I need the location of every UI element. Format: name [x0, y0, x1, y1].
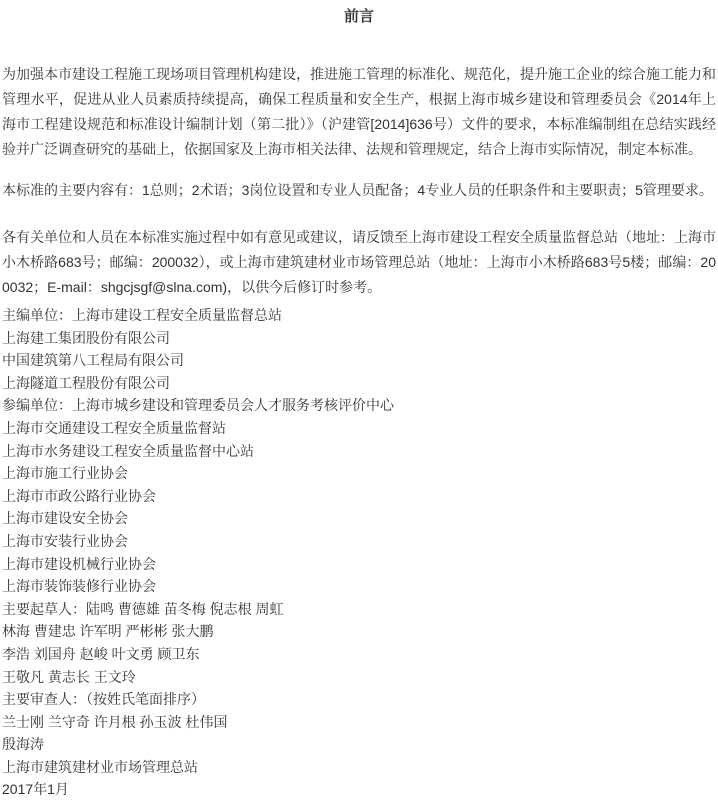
line-participating-unit: 上海市水务建设工程安全质量监督中心站: [2, 442, 254, 459]
line-main-reviewers: 兰士刚 兰守奇 许月根 孙玉波 杜伟国: [2, 713, 228, 730]
paragraph-contents: 本标准的主要内容有：1总则；2术语；3岗位设置和专业人员配备；4专业人员的任职条件和主要职责；5管理要求。: [2, 182, 713, 198]
line-main-drafters: 王敬凡 黄志长 王文玲: [2, 668, 136, 685]
line-participating-unit: 参编单位：上海市城乡建设和管理委员会人才服务考核评价中心: [2, 397, 394, 414]
credits-list: [2, 304, 716, 801]
paragraph-feedback: 各有关单位和人员在本标准实施过程中如有意见或建议，请反馈至上海市建设工程安全质量监督总站（地址：上海市小木桥路683号；邮编：200032），或上海市建筑建材业市场管理总站（地址：上海市小木桥路683号5楼；邮编：200032；E-mail：shgcjsgf@slna.com)，以供今后修订时参考。: [2, 229, 716, 295]
line-participating-unit: 上海市市政公路行业协会: [2, 487, 156, 504]
page-title: 前言: [343, 8, 374, 25]
line-editing-company: 中国建筑第八工程局有限公司: [2, 352, 184, 369]
line-issuing-unit: 上海市建筑建材业市场管理总站: [2, 758, 198, 775]
paragraph-intro: 为加强本市建设工程施工现场项目管理机构建设，推进施工管理的标准化、规范化，提升施工企业的综合施工能力和管理水平，促进从业人员素质持续提高，确保工程质量和安全生产，根据上海市城乡建设和管理委员会《2014年上海市工程建设规范和标准设计编制计划（第二批）》（沪建管[2014]636号）文件的要求，本标准编制组在总结实践经验并广泛调查研究的基础上，依据国家及上海市相关法律、法规和管理规定，结合上海市实际情况，制定本标准。: [2, 66, 716, 157]
line-participating-unit: 上海市建设机械行业协会: [2, 555, 156, 572]
line-publication-date: 2017年1月: [2, 781, 69, 798]
line-main-drafters: 李浩 刘国舟 赵峻 叶文勇 顾卫东: [2, 645, 200, 662]
line-main-reviewers: 殷海涛: [2, 736, 44, 753]
line-participating-unit: 上海市施工行业协会: [2, 465, 128, 482]
line-editing-company: 上海建工集团股份有限公司: [2, 329, 170, 346]
line-main-drafters: 主要起草人：陆鸣 曹德雄 苗冬梅 倪志根 周虹: [2, 600, 284, 617]
line-chief-editing-unit: 主编单位：上海市建设工程安全质量监督总站: [2, 307, 282, 323]
line-editing-company: 上海隧道工程股份有限公司: [2, 374, 170, 391]
line-participating-unit: 上海市安装行业协会: [2, 532, 128, 549]
line-participating-unit: 上海市装饰装修行业协会: [2, 578, 156, 595]
line-participating-unit: 上海市交通建设工程安全质量监督站: [2, 419, 226, 436]
line-participating-unit: 上海市建设安全协会: [2, 510, 128, 527]
line-main-drafters: 林海 曹建忠 许军明 严彬彬 张大鹏: [2, 623, 214, 640]
line-main-reviewers-label: 主要审查人：（按姓氏笔面排序）: [2, 691, 205, 708]
